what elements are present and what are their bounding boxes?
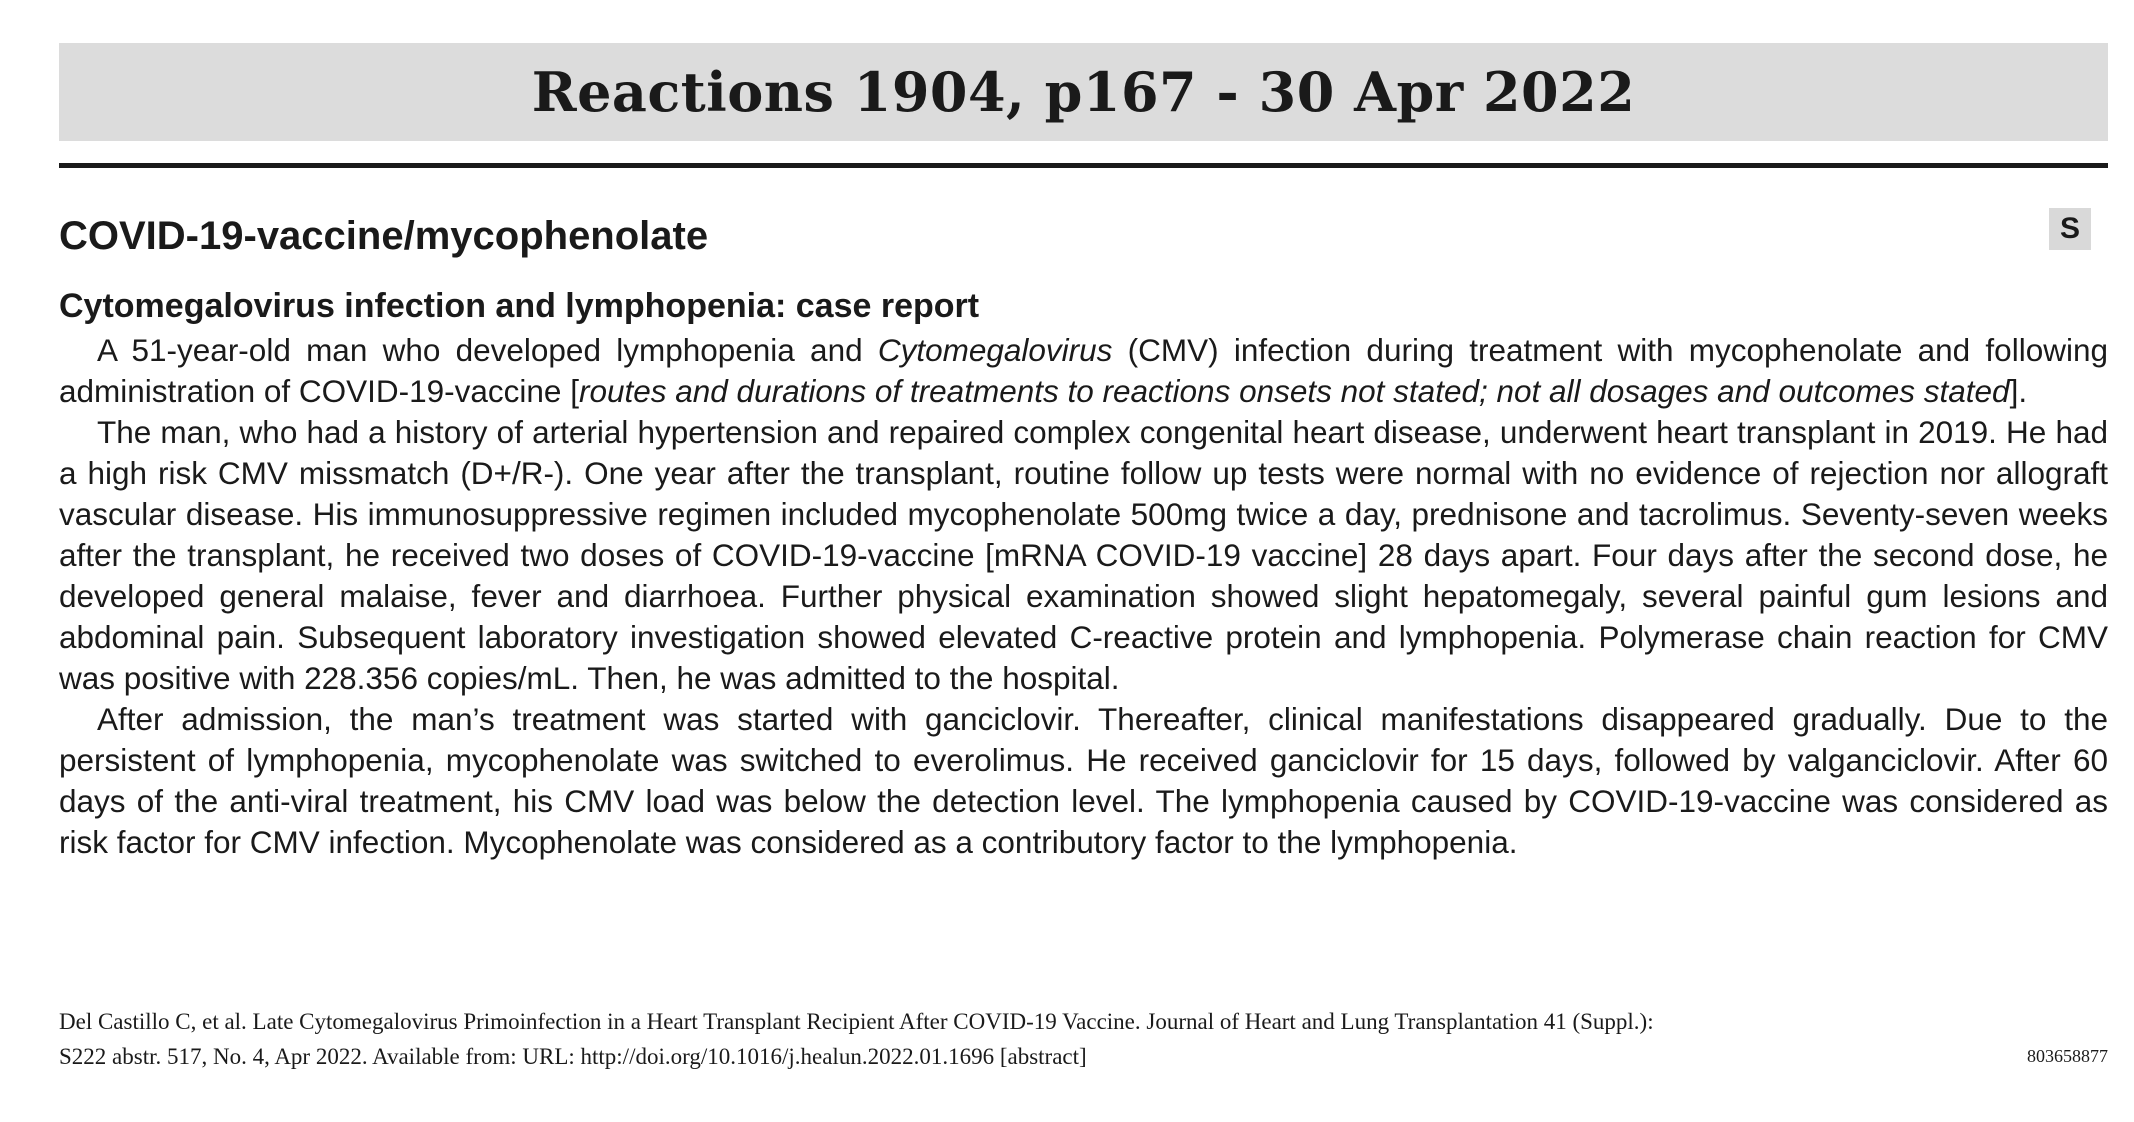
citation-line-2-row [59, 1039, 2108, 1074]
citation [59, 1004, 2108, 1074]
paragraph-1-text-d: routes and durations of treatments to reactions onsets not stated; not all dosages and outcomes stated [578, 373, 2010, 409]
header-band [59, 43, 2108, 141]
document-id: 803658877 [2027, 1046, 2108, 1066]
paragraph-1 [59, 330, 2108, 412]
citation-line-1: Del Castillo C, et al. Late Cytomegalovirus Primoinfection in a Heart Transplant Recipient After COVID-19 Vaccine. Journal of Heart and Lung Transplantation 41 (Suppl.): [59, 1009, 1654, 1034]
drug-title: COVID-19-vaccine/mycophenolate [59, 214, 709, 258]
article-subheading: Cytomegalovirus infection and lymphopenia: case report [59, 287, 980, 325]
citation-line-2: S222 abstr. 517, No. 4, Apr 2022. Available from: URL: http://doi.org/10.1016/j.healun.2022.01.1696 [abstract] [59, 1044, 1087, 1069]
paragraph-1-text-a: A 51-year-old man who developed lymphopenia and [97, 332, 878, 368]
seriousness-badge: S [2049, 208, 2091, 250]
paragraph-3: After admission, the man’s treatment was started with ganciclovir. Thereafter, clinical manifestations disappeared gradually. Due to the persistent of lymphopenia, mycophenolate was switched to everolimus. He received ganciclovir for 15 days, followed by valganciclovir. After 60 days of the anti-viral treatment, his CMV load was below the detection level. The lymphopenia caused by COVID-19-vaccine was considered as risk factor for CMV infection. Mycophenolate was considered as a contributory factor to the lymphopenia. [59, 701, 2108, 860]
paragraph-1-text-e: ]. [2009, 373, 2028, 409]
page-title: Reactions 1904, p167 - 30 Apr 2022 [531, 60, 1636, 124]
paragraph-2: The man, who had a history of arterial hypertension and repaired complex congenital heart disease, underwent heart transplant in 2019. He had a high risk CMV missmatch (D+/R-). One year after the transplant, routine follow up tests were normal with no evidence of rejection nor allograft vascular disease. His immunosuppressive regimen included mycophenolate 500mg twice a day, prednisone and tacrolimus. Seventy-seven weeks after the transplant, he received two doses of COVID-19-vaccine [mRNA COVID-19 vaccine] 28 days apart. Four days after the second dose, he developed general malaise, fever and diarrhoea. Further physical examination showed slight hepatomegaly, several painful gum lesions and abdominal pain. Subsequent laboratory investigation showed elevated C-reactive protein and lymphopenia. Polymerase chain reaction for CMV was positive with 228.356 copies/mL. Then, he was admitted to the hospital. [59, 414, 2108, 696]
paragraph-1-text-b: Cytomegalovirus [877, 332, 1113, 368]
header-divider [59, 163, 2108, 168]
article-body [59, 330, 2108, 863]
paragraph-1-text-c: (CMV) infection during treatment with mycophenolate and following administration of COVID-19-vaccine [ [59, 332, 2108, 409]
